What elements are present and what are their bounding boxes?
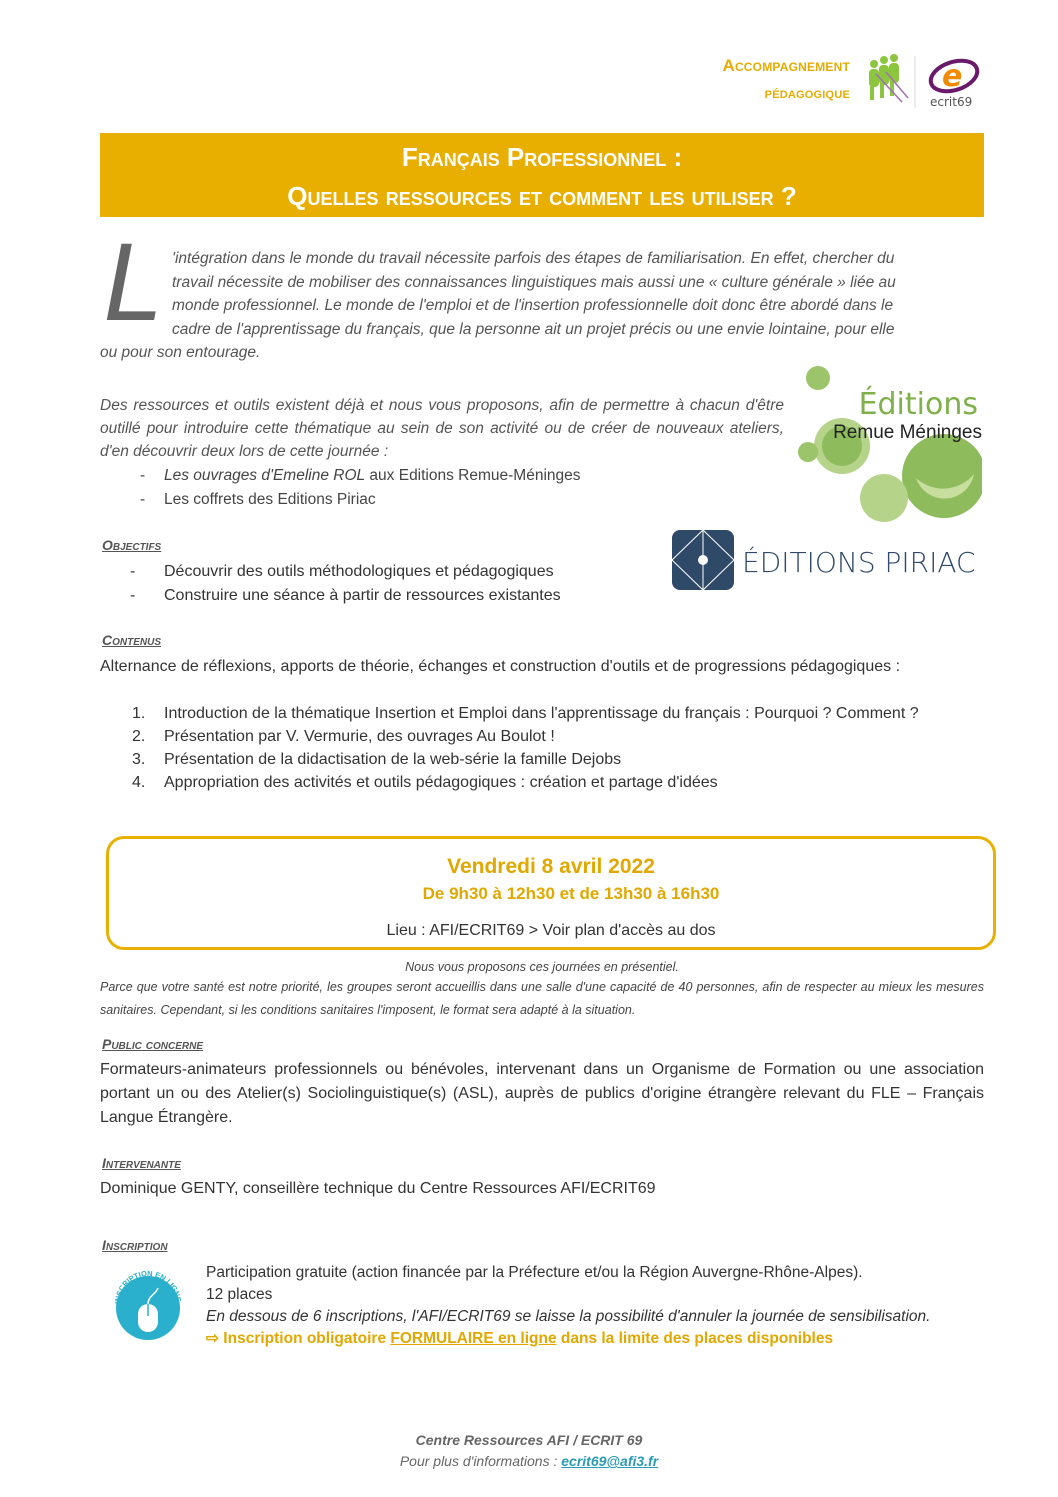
intro-line: cadre de l'apprentissage du français, que la personne ait un projet précis ou une envie lointaine, pour elle <box>172 320 895 338</box>
list-item: 2. Présentation par V. Vermurie, des ouvrages Au Boulot ! <box>132 728 555 745</box>
sanitary-note: Parce que votre santé est notre priorité, les groupes seront accueillis dans une salle d'une capacité de 40 personnes, afin de respecter au mieux les mesures sanitaires. Cependant, si les conditions sanitaires l'imposent, le format sera adapté à la situation. <box>100 980 984 1017</box>
intro-line: 'intégration dans le monde du travail nécessite parfois des étapes de familiarisation. En effet, chercher du <box>172 250 895 267</box>
list-item: 1. Introduction de la thématique Insertion et Emploi dans l'apprentissage du français : Pourquoi ? Comment ? <box>132 705 919 722</box>
public-heading: Public concerne <box>102 1036 204 1052</box>
footer-org: Centre Ressources AFI / ECRIT 69 <box>415 1432 643 1448</box>
intro-paragraph <box>100 247 984 365</box>
list-item: - Les coffrets des Editions Piriac <box>140 491 376 508</box>
piriac-logo-text: ÉDITIONS PIRIAC <box>742 546 976 579</box>
remue-meninges-logo <box>796 366 982 526</box>
list-item: - Découvrir des outils méthodologiques et pédagogiques <box>130 563 554 580</box>
arrow-right-icon: ⇨ <box>206 1330 219 1347</box>
footer <box>0 1430 1058 1472</box>
inscription-en-ligne-icon[interactable] <box>108 1266 188 1346</box>
banner-title-line2: Quelles ressources et comment les utiliser ? <box>287 181 797 211</box>
public-text: Formateurs-animateurs professionnels ou bénévoles, intervenant dans un Organisme de Formation ou une association portant un ou des Atelier(s) Sociolinguistique(s) (ASL), auprès de publics d'origine étrangère relevant du FLE – Français Langue Étrangère. <box>100 1061 984 1126</box>
intro-line: travail nécessite de mobiliser des connaissances linguistiques mais aussi une « culture générale » liée au <box>172 273 896 291</box>
intro-line: ou pour son entourage. <box>100 344 261 361</box>
intervenante-heading: Intervenante <box>102 1155 181 1171</box>
dropcap: L <box>104 223 162 345</box>
places-count: 12 places <box>206 1286 273 1303</box>
email-link[interactable]: ecrit69@afi3.fr <box>561 1453 659 1469</box>
remue-logo-line1: Éditions <box>858 387 978 422</box>
resources-list <box>140 464 581 512</box>
piriac-logo <box>670 528 982 592</box>
event-date: Vendredi 8 avril 2022 <box>447 855 655 878</box>
objectifs-heading: Objectifs <box>102 537 162 553</box>
afi-logo-icon <box>862 54 982 110</box>
title-banner <box>100 133 984 217</box>
formulaire-link[interactable]: FORMULAIRE en ligne <box>390 1330 557 1347</box>
resources-paragraph: Des ressources et outils existent déjà et nous vous proposons, afin de permettre à chacun d'être outillé pour introduire cette thématique au sein de son activité ou de créer de nouveaux ateliers, d'en découvrir deux lors de cette journée : <box>100 397 784 460</box>
header-logos <box>862 54 982 110</box>
header-title-line1: Accompagnement <box>722 56 850 75</box>
header-title <box>722 52 850 108</box>
header-title-line2: pédagogique <box>764 85 850 102</box>
inscription-line: En dessous de 6 inscriptions, l'AFI/ECRIT69 se laisse la possibilité d'annuler la journée de sensibilisation. <box>206 1308 931 1325</box>
event-box <box>106 836 996 950</box>
list-item: - Construire une séance à partir de ressources existantes <box>130 587 561 604</box>
inscription-line: Participation gratuite (action financée par la Préfecture et/ou la Région Auvergne-Rhône-Alpes). <box>206 1264 863 1281</box>
inscription-heading: Inscription <box>102 1237 168 1253</box>
inscription-cta: ⇨ Inscription obligatoire FORMULAIRE en ligne dans la limite des places disponibles <box>206 1330 834 1347</box>
inscription-details <box>206 1262 996 1350</box>
event-place: Lieu : AFI/ECRIT69 > Voir plan d'accès au dos <box>386 922 716 939</box>
list-item: - Les ouvrages d'Emeline ROL aux Editions Remue-Méninges <box>140 467 581 484</box>
contenus-intro: Alternance de réflexions, apports de théorie, échanges et construction d'outils et de progressions pédagogiques : <box>100 658 901 675</box>
footer-contact: Pour plus d'informations : ecrit69@afi3.fr <box>399 1453 659 1469</box>
svg-text:e: e <box>942 59 963 94</box>
intervenante-text: Dominique GENTY, conseillère technique du Centre Ressources AFI/ECRIT69 <box>100 1180 656 1197</box>
list-item: 4. Appropriation des activités et outils pédagogiques : création et partage d'idées <box>132 774 718 791</box>
list-item: 3. Présentation de la didactisation de la web-série la famille Dejobs <box>132 751 622 768</box>
contenus-list <box>132 702 984 794</box>
objectifs-list <box>130 560 561 608</box>
event-hours: De 9h30 à 12h30 et de 13h30 à 16h30 <box>422 884 720 903</box>
presentiel-note: Nous vous proposons ces journées en présentiel. <box>405 960 679 974</box>
contenus-heading: Contenus <box>102 632 162 648</box>
intro-line: monde professionnel. Le monde de l'emploi et de l'insertion professionnelle doit donc être abordé dans le <box>172 297 894 314</box>
remue-logo-line2: Remue Méninges <box>833 422 982 443</box>
inscription-icon-label: INSCRIPTION EN LIGNE <box>112 1268 183 1305</box>
banner-title-line1: Français Professionnel : <box>401 142 683 172</box>
ecrit-logo-text: ecrit69 <box>930 95 973 109</box>
